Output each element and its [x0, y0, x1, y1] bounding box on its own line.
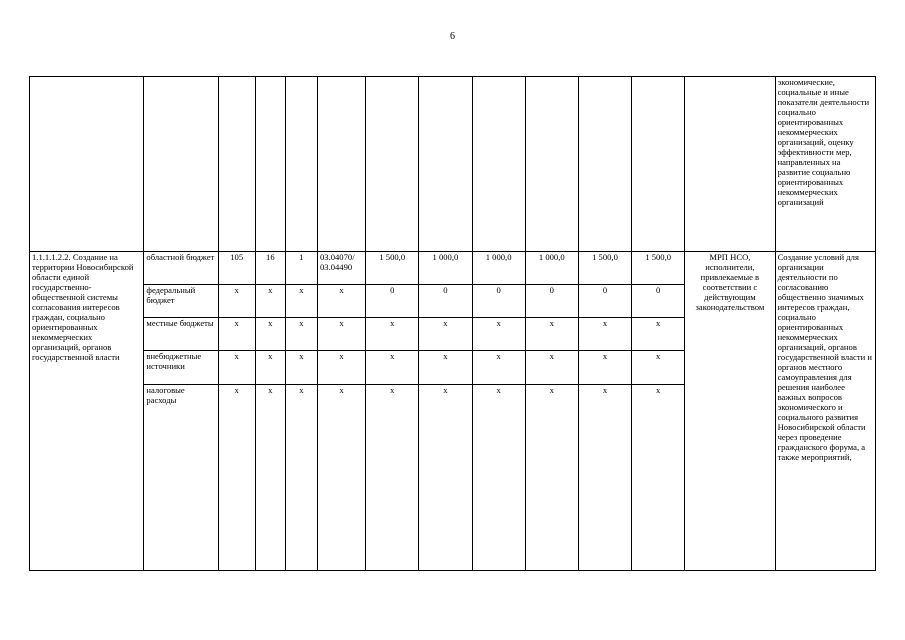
expected-result: Создание условий для организации деятельности по согласованию общественно значимых интересов граждан, социально ориентированных некоммерческих организаций, органов государственной власти и органов местного самоуправления для решения наиболее важных вопросов экономического и социального развития Новосибирской области через проведение гражданского форума, а также мероприятий,	[775, 252, 875, 571]
page-number: 6	[450, 31, 455, 42]
cell-empty	[419, 77, 472, 252]
cell-empty	[578, 77, 631, 252]
value-cell: 1 000,0	[525, 252, 578, 284]
pr-cell: х	[285, 385, 317, 571]
value-cell: х	[366, 385, 419, 571]
executors: МРП НСО, исполнители, привлекаемые в соответствии с действующим законодательством	[685, 252, 775, 571]
cell-empty	[525, 77, 578, 252]
funding-source: внебюджетные источники	[144, 351, 218, 385]
value-cell: 0	[632, 284, 685, 317]
cell-empty	[218, 77, 255, 252]
cell-empty	[285, 77, 317, 252]
grbs-cell: х	[218, 385, 255, 571]
value-cell: х	[578, 351, 631, 385]
value-cell: х	[525, 351, 578, 385]
value-cell: х	[632, 351, 685, 385]
pr-cell: х	[285, 351, 317, 385]
value-cell: 0	[366, 284, 419, 317]
value-cell: х	[366, 317, 419, 350]
funding-source: местные бюджеты	[144, 317, 218, 350]
value-cell: х	[525, 385, 578, 571]
rz-cell: х	[255, 385, 285, 571]
cell-empty	[317, 77, 365, 252]
value-cell: 0	[578, 284, 631, 317]
value-cell: 1 000,0	[472, 252, 525, 284]
value-cell: 0	[525, 284, 578, 317]
value-cell: 1 500,0	[366, 252, 419, 284]
cell-empty	[366, 77, 419, 252]
cell-empty	[144, 77, 218, 252]
pr-cell: х	[285, 284, 317, 317]
cell-empty	[685, 77, 775, 252]
csr-cell: х	[317, 385, 365, 571]
grbs-cell: х	[218, 351, 255, 385]
pr-cell: х	[285, 317, 317, 350]
program-table	[29, 76, 876, 571]
value-cell: х	[632, 385, 685, 571]
value-cell: х	[632, 317, 685, 350]
funding-source: областной бюджет	[144, 252, 218, 284]
rz-cell: х	[255, 351, 285, 385]
value-cell: х	[472, 351, 525, 385]
table-row	[30, 252, 876, 284]
cell-empty	[30, 77, 144, 252]
continuation-row	[30, 77, 876, 252]
rz-cell: 16	[255, 252, 285, 284]
cell-empty	[472, 77, 525, 252]
value-cell: 1 500,0	[632, 252, 685, 284]
csr-cell: х	[317, 351, 365, 385]
value-cell: 1 500,0	[578, 252, 631, 284]
funding-source: налоговые расходы	[144, 385, 218, 571]
value-cell: 0	[472, 284, 525, 317]
value-cell: х	[472, 385, 525, 571]
value-cell: х	[366, 351, 419, 385]
value-cell: х	[472, 317, 525, 350]
cell-empty	[632, 77, 685, 252]
value-cell: х	[525, 317, 578, 350]
pr-cell: 1	[285, 252, 317, 284]
csr-cell: 03.04070/ 03.04490	[317, 252, 365, 284]
value-cell: х	[419, 317, 472, 350]
cell-empty	[255, 77, 285, 252]
csr-cell: х	[317, 317, 365, 350]
rz-cell: х	[255, 284, 285, 317]
value-cell: 0	[419, 284, 472, 317]
grbs-cell: х	[218, 284, 255, 317]
value-cell: х	[578, 385, 631, 571]
funding-source: федеральный бюджет	[144, 284, 218, 317]
task-name: 1.1.1.1.2.2. Создание на территории Новосибирской области единой государственно-общественной системы согласования интересов граждан, социально ориентированных некоммерческих организаций, органов государственной власти	[30, 252, 144, 571]
grbs-cell: 105	[218, 252, 255, 284]
rz-cell: х	[255, 317, 285, 350]
value-cell: х	[419, 351, 472, 385]
value-cell: х	[578, 317, 631, 350]
csr-cell: х	[317, 284, 365, 317]
value-cell: 1 000,0	[419, 252, 472, 284]
continuation-result: экономические, социальные и иные показатели деятельности социально ориентированных некоммерческих организаций, оценку эффективности мер, направленных на развитие социально ориентированных некоммерческих организаций	[775, 77, 875, 252]
grbs-cell: х	[218, 317, 255, 350]
value-cell: х	[419, 385, 472, 571]
